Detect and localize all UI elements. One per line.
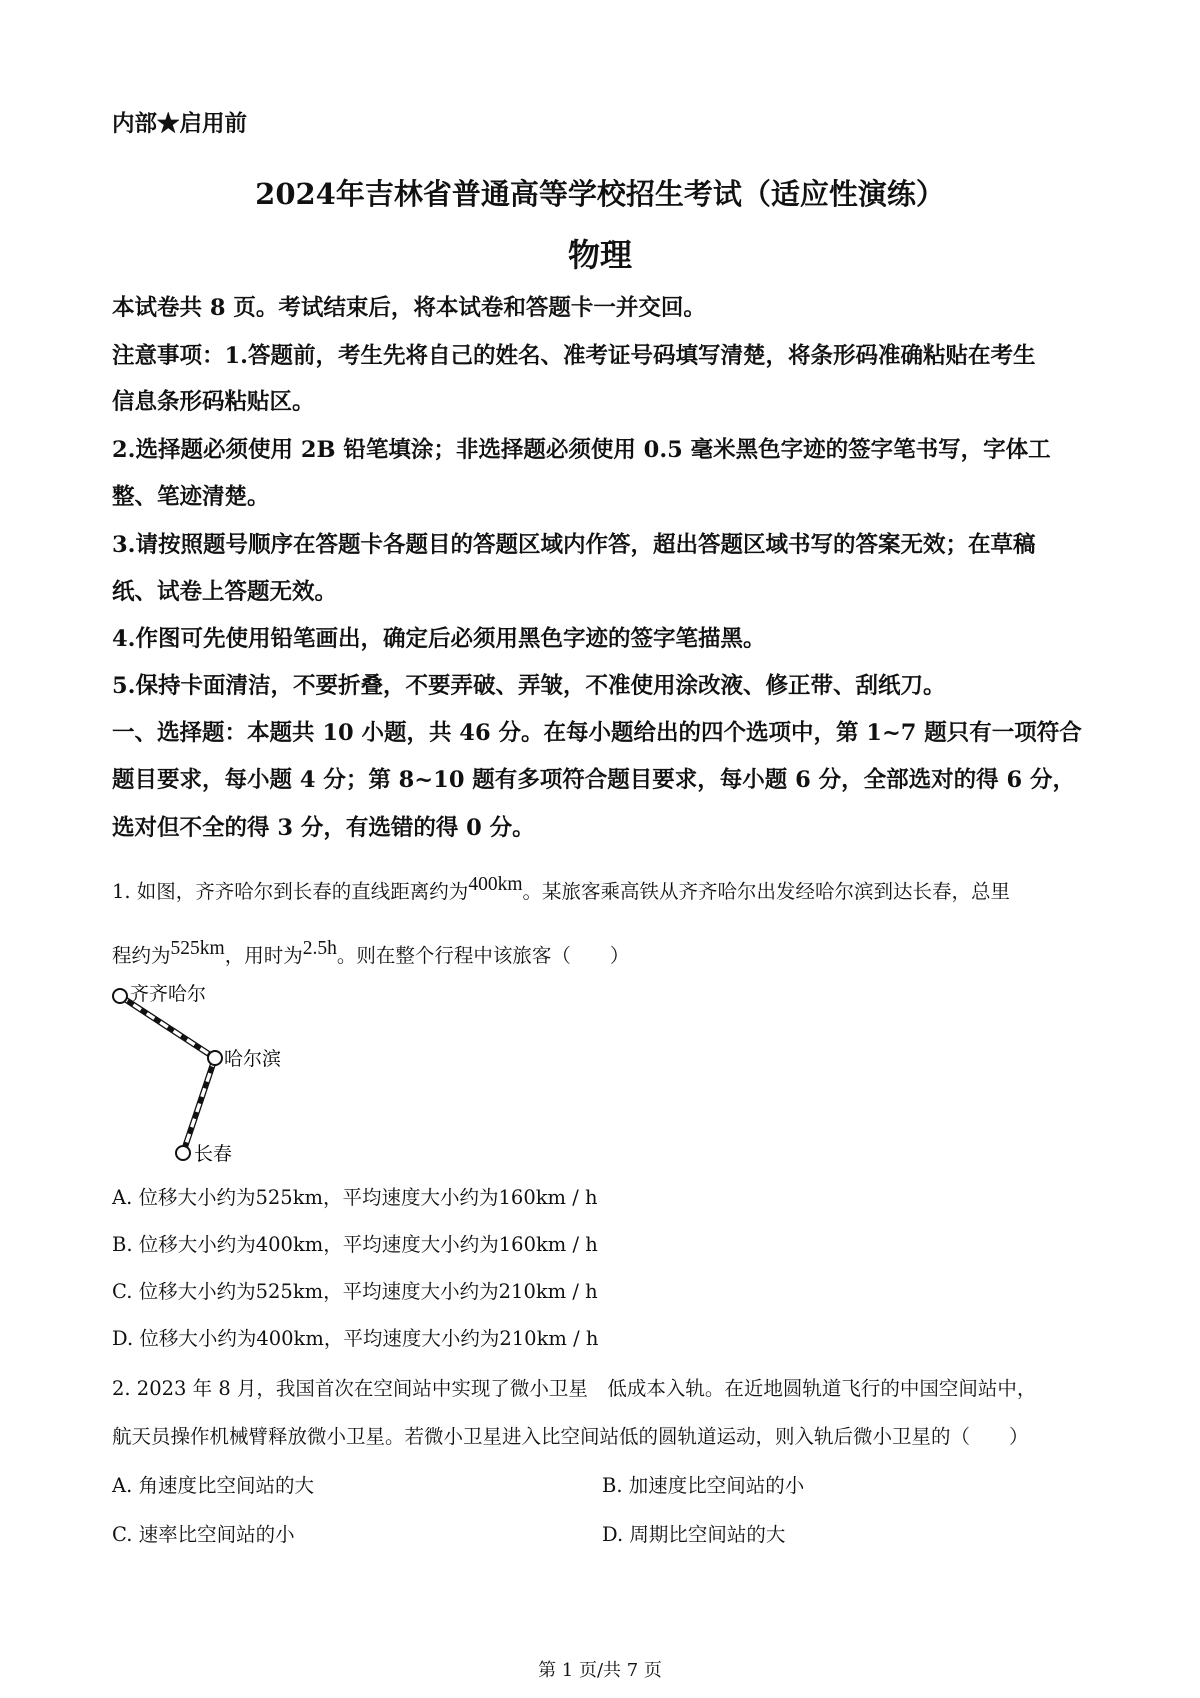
q2-line1: 2. 2023 年 8 月，我国首次在空间站中实现了微小卫星 低成本入轨。在近地圆轨道飞行的中国空间站中，	[112, 1377, 1037, 1400]
page-footer: 第 1 页/共 7 页	[538, 1660, 662, 1681]
qiqihar-station-marker	[113, 989, 127, 1003]
railway-line-qiqihar-harbin	[120, 996, 215, 1058]
section1-line3: 选对但不全的得 3 分，有选错的得 0 分。	[112, 815, 535, 841]
q2-option-c: C. 速率比空间站的小	[112, 1523, 295, 1546]
q1-line1: 1. 如图，齐齐哈尔到长春的直线距离约为400km。某旅客乘高铁从齐齐哈尔出发经哈尔滨到达长春，总里	[112, 874, 1010, 903]
harbin-station-marker	[208, 1051, 222, 1065]
notice-5: 5.保持卡面清洁，不要折叠，不要弄破、弄皱，不准使用涂改液、修正带、刮纸刀。	[112, 673, 946, 699]
railway-map	[100, 978, 360, 1168]
qiqihar-label: 齐齐哈尔	[130, 983, 207, 1005]
notice-4: 4.作图可先使用铅笔画出，确定后必须用黑色字迹的签字笔描黑。	[112, 626, 766, 652]
notice-2b: 整、笔迹清楚。	[112, 484, 270, 510]
q1-line2: 程约为525km，用时为2.5h。则在整个行程中该旅客（ ）	[112, 938, 630, 967]
q1-option-a: A. 位移大小约为525km，平均速度大小约为160km / h	[112, 1186, 598, 1209]
q2-option-d: D. 周期比空间站的大	[602, 1523, 786, 1546]
subject-title: 物理	[567, 236, 632, 274]
railway-line-harbin-changchun	[183, 1058, 215, 1153]
q2-line2: 航天员操作机械臂释放微小卫星。若微小卫星进入比空间站低的圆轨道运动，则入轨后微小卫星的（ ）	[112, 1425, 1029, 1448]
notice-3a: 3.请按照题号顺序在答题卡各题目的答题区域内作答，超出答题区域书写的答案无效；在草稿	[112, 532, 1036, 558]
changchun-label: 长春	[194, 1143, 233, 1165]
q1-option-c: C. 位移大小约为525km，平均速度大小约为210km / h	[112, 1280, 598, 1303]
q2-option-a: A. 角速度比空间站的大	[112, 1474, 314, 1497]
section1-line1: 一、选择题：本题共 10 小题，共 46 分。在每小题给出的四个选项中，第 1~7 题只有一项符合	[112, 720, 1082, 746]
section1-line2: 题目要求，每小题 4 分；第 8~10 题有多项符合题目要求，每小题 6 分，全部选对的得 6 分，	[112, 767, 1075, 793]
notice-2a: 2.选择题必须使用 2B 铅笔填涂；非选择题必须使用 0.5 毫米黑色字迹的签字笔书写，字体工	[112, 437, 1051, 463]
q2-option-b: B. 加速度比空间站的小	[602, 1474, 805, 1497]
notice-3b: 纸、试卷上答题无效。	[112, 579, 338, 605]
harbin-label: 哈尔滨	[224, 1048, 282, 1070]
changchun-station-marker	[176, 1146, 190, 1160]
q1-option-b: B. 位移大小约为400km，平均速度大小约为160km / h	[112, 1233, 598, 1256]
confidential-mark: 内部★启用前	[112, 111, 248, 137]
exam-title: 2024年吉林省普通高等学校招生考试（适应性演练）	[255, 177, 945, 211]
q1-option-d: D. 位移大小约为400km，平均速度大小约为210km / h	[112, 1327, 599, 1350]
notice-1a: 注意事项：1.答题前，考生先将自己的姓名、准考证号码填写清楚，将条形码准确粘贴在考生	[112, 343, 1036, 369]
notice-1b: 信息条形码粘贴区。	[112, 389, 315, 415]
pages-note: 本试卷共 8 页。考试结束后，将本试卷和答题卡一并交回。	[112, 295, 706, 321]
